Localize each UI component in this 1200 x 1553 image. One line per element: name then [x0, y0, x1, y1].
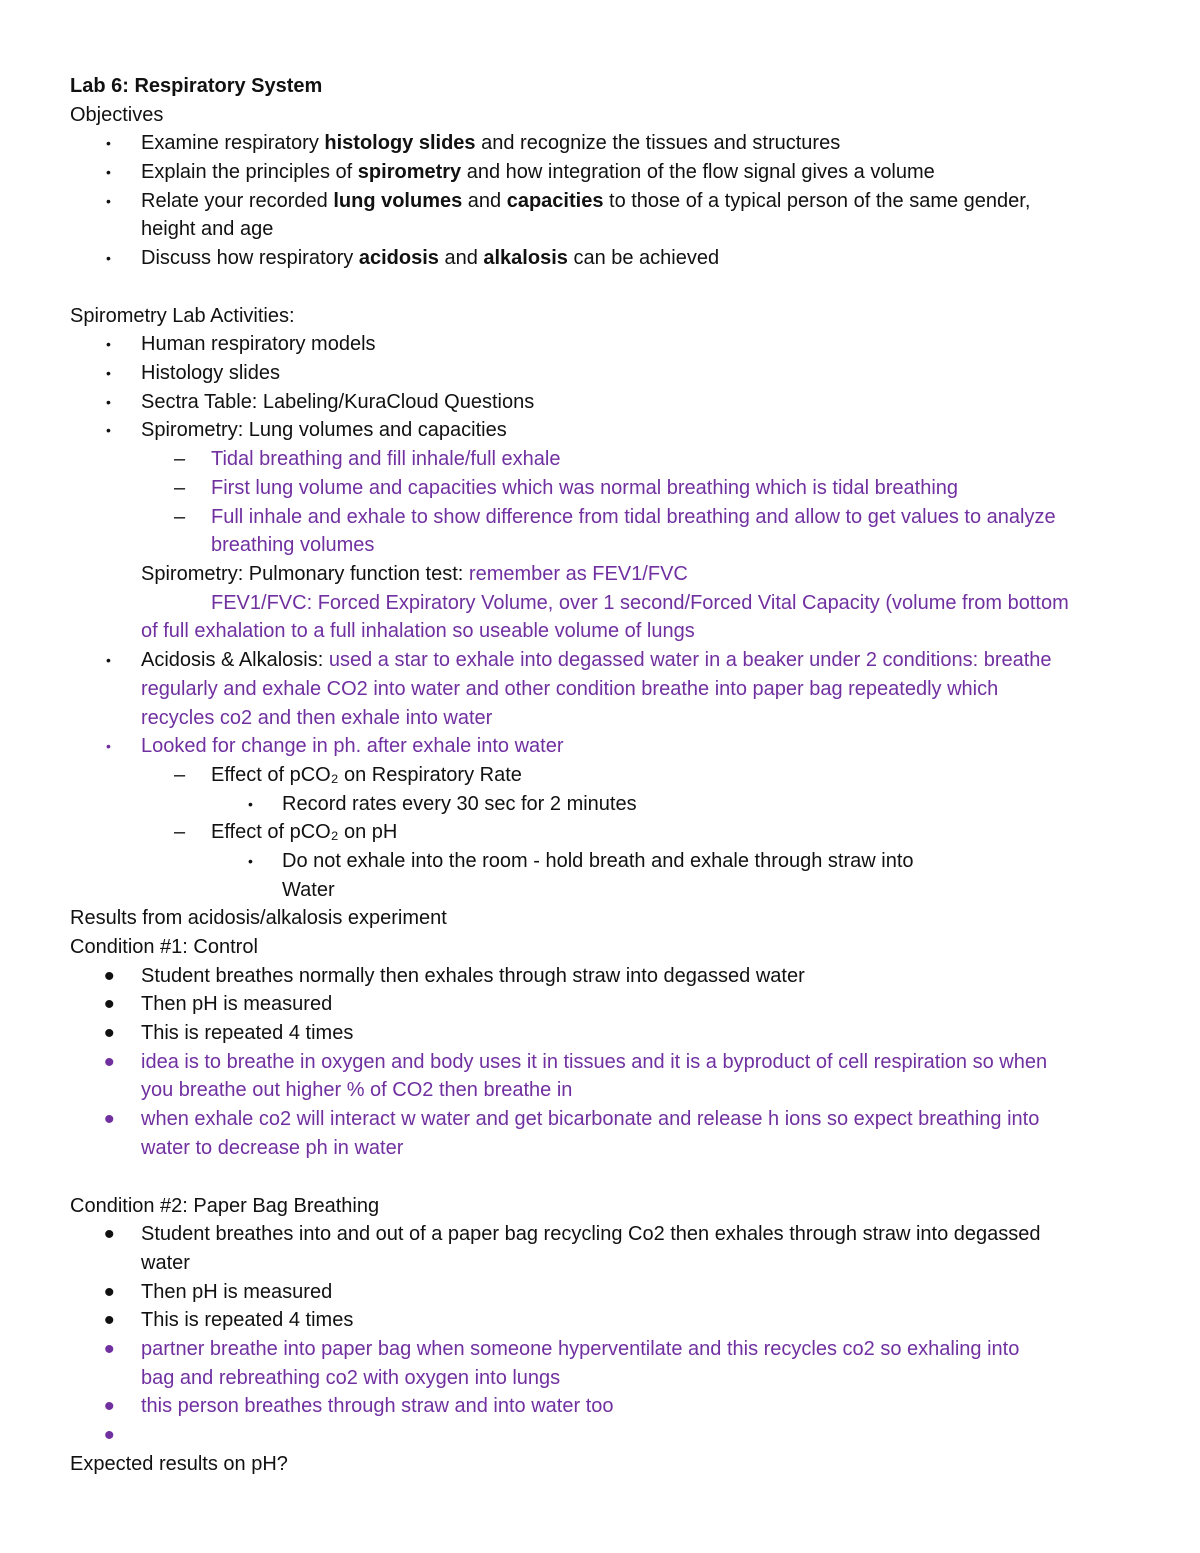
objective-item — [141, 188, 1030, 214]
objective-text: and recognize the tissues and structures — [475, 132, 841, 154]
acid-text: used a star to exhale into degassed water in a beaker under 2 conditions: breathe — [328, 649, 1052, 671]
dash-icon: – — [174, 448, 186, 470]
sub-item-continuation: breathing volumes — [211, 534, 375, 556]
expected-results-question: Expected results on pH? — [70, 1453, 288, 1475]
bold-term: alkalosis — [483, 247, 568, 269]
bullet-icon: • — [106, 394, 111, 410]
bold-term: acidosis — [358, 247, 439, 269]
bullet-icon: • — [104, 1333, 115, 1366]
acid-text-cont: regularly and exhale CO2 into water and other condition breathe into paper bag repeatedly which — [141, 678, 999, 700]
acid-label: Acidosis & Alkalosis: — [141, 649, 329, 671]
list-item: partner breathe into paper bag when someone hyperventilate and this recycles co2 so exhaling into — [141, 1338, 1020, 1360]
list-item-cont: water to decrease ph in water — [141, 1137, 404, 1159]
list-item: this person breathes through straw and into water too — [141, 1395, 614, 1417]
dash-icon: – — [174, 821, 186, 843]
bullet-icon: • — [104, 1046, 115, 1079]
bullet-icon: • — [104, 1103, 115, 1136]
sub-item: Tidal breathing and fill inhale/full exhale — [211, 448, 561, 470]
bullet-icon: • — [104, 1017, 115, 1050]
bold-term: histology slides — [324, 132, 476, 154]
objective-item — [141, 130, 840, 156]
list-item: This is repeated 4 times — [141, 1022, 354, 1044]
bullet-icon: • — [104, 1304, 115, 1337]
objective-text: to those of a typical person of the same gender, — [603, 190, 1031, 212]
list-item: when exhale co2 will interact w water and get bicarbonate and release h ions so expect breathing into — [141, 1108, 1040, 1130]
bullet-icon: • — [104, 1390, 115, 1423]
acid-line — [141, 647, 1052, 673]
sub-item: Full inhale and exhale to show difference from tidal breathing and allow to get values to analyze — [211, 506, 1056, 528]
objective-text: Relate your recorded — [141, 190, 334, 212]
list-item-cont: you breathe out higher % of CO2 then breathe in — [141, 1079, 573, 1101]
sub-sub-item: Do not exhale into the room - hold breath and exhale through straw into — [282, 850, 914, 872]
list-item: Then pH is measured — [141, 1281, 333, 1303]
objectives-heading: Objectives — [70, 104, 164, 126]
objective-text: and — [462, 190, 507, 212]
bullet-icon: • — [248, 796, 253, 812]
list-item: idea is to breathe in oxygen and body uses it in tissues and it is a byproduct of cell respiration so when — [141, 1051, 1048, 1073]
objective-text: can be achieved — [567, 247, 720, 269]
bold-term: lung volumes — [333, 190, 463, 212]
bullet-icon: • — [106, 164, 111, 180]
acid-text-cont: recycles co2 and then exhale into water — [141, 707, 493, 729]
bullet-icon: • — [104, 960, 115, 993]
pft-label: Spirometry: Pulmonary function test: — [141, 563, 469, 585]
objective-text: Discuss how respiratory — [141, 247, 359, 269]
list-item: Student breathes into and out of a paper bag recycling Co2 then exhales through straw into degassed — [141, 1223, 1041, 1245]
pft-note: remember as FEV1/FVC — [468, 563, 688, 585]
bullet-icon: • — [106, 135, 111, 151]
sub-sub-item-cont: Water — [282, 879, 335, 901]
dash-icon: – — [174, 506, 186, 528]
pft-line — [141, 561, 688, 587]
page-title: Lab 6: Respiratory System — [70, 75, 323, 97]
objective-text: Explain the principles of — [141, 161, 358, 183]
bullet-icon: • — [106, 365, 111, 381]
bullet-icon: • — [104, 1419, 115, 1452]
list-item: Histology slides — [141, 362, 280, 384]
list-item-cont: water — [141, 1252, 190, 1274]
bullet-icon: • — [248, 853, 253, 869]
list-item: Then pH is measured — [141, 993, 333, 1015]
list-item: Spirometry: Lung volumes and capacities — [141, 419, 507, 441]
sub-item: Effect of pCO₂ on Respiratory Rate — [211, 764, 522, 786]
bullet-icon: • — [104, 1276, 115, 1309]
objective-text: and how integration of the flow signal gives a volume — [461, 161, 935, 183]
activities-heading: Spirometry Lab Activities: — [70, 305, 295, 327]
bullet-icon: • — [106, 336, 111, 352]
bullet-icon: • — [106, 652, 111, 668]
list-item: Human respiratory models — [141, 333, 376, 355]
bold-term: capacities — [506, 190, 604, 212]
sub-item: Effect of pCO₂ on pH — [211, 821, 398, 843]
fev-definition: FEV1/FVC: Forced Expiratory Volume, over 1 second/Forced Vital Capacity (volume from bottom — [211, 592, 1069, 614]
list-item: Looked for change in ph. after exhale into water — [141, 735, 564, 757]
dash-icon: – — [174, 764, 186, 786]
fev-definition-cont: of full exhalation to a full inhalation so useable volume of lungs — [141, 620, 695, 642]
sub-item: First lung volume and capacities which was normal breathing which is tidal breathing — [211, 477, 959, 499]
condition2-heading: Condition #2: Paper Bag Breathing — [70, 1195, 380, 1217]
bullet-icon: • — [106, 250, 111, 266]
bullet-icon: • — [104, 1218, 115, 1251]
objective-text: and — [438, 247, 484, 269]
bullet-icon: • — [106, 193, 111, 209]
objective-item-cont: height and age — [141, 218, 274, 240]
bullet-icon: • — [104, 988, 115, 1021]
list-item: Student breathes normally then exhales through straw into degassed water — [141, 965, 805, 987]
bold-term: spirometry — [357, 161, 462, 183]
results-heading: Results from acidosis/alkalosis experiment — [70, 907, 447, 929]
condition1-heading: Condition #1: Control — [70, 936, 258, 958]
list-item: This is repeated 4 times — [141, 1309, 354, 1331]
list-item-cont: bag and rebreathing co2 with oxygen into lungs — [141, 1367, 561, 1389]
list-item: Sectra Table: Labeling/KuraCloud Questions — [141, 391, 535, 413]
bullet-icon: • — [106, 422, 111, 438]
sub-sub-item: Record rates every 30 sec for 2 minutes — [282, 793, 637, 815]
dash-icon: – — [174, 477, 186, 499]
objective-text: Examine respiratory — [141, 132, 325, 154]
objective-item — [141, 159, 935, 185]
bullet-icon: • — [106, 738, 111, 754]
objective-item — [141, 245, 719, 271]
